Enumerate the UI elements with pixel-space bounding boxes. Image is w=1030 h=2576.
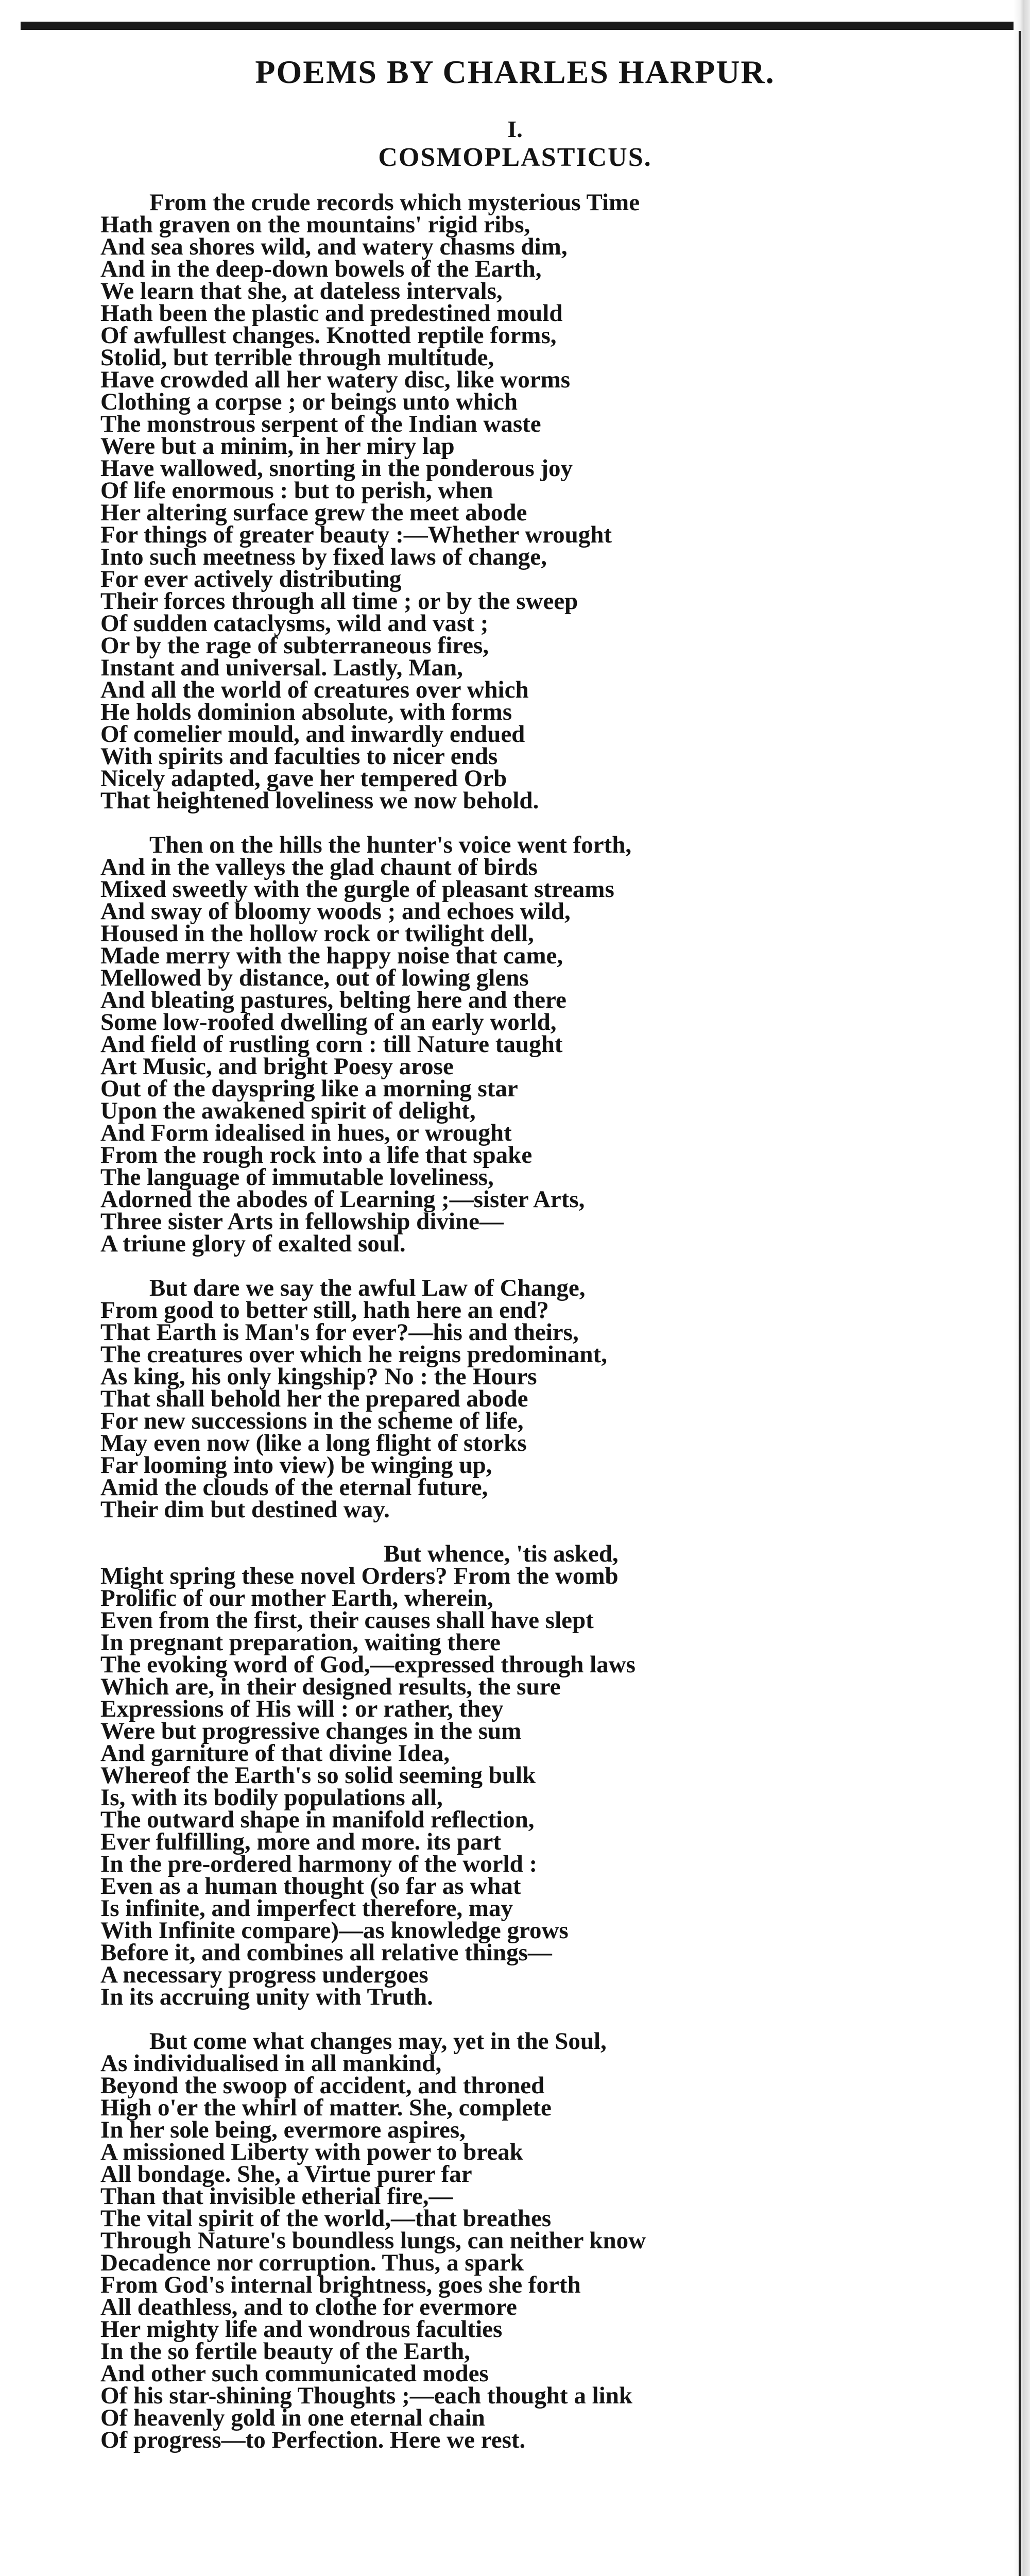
poem-line: And in the valleys the glad chaunt of birds bbox=[100, 854, 538, 880]
poem-line: Which are, in their designed results, the sure bbox=[100, 1673, 561, 1700]
poem-line: And other such communicated modes bbox=[100, 2360, 489, 2387]
poem-line: And all the world of creatures over which bbox=[100, 676, 529, 703]
poem-line: That heightened loveliness we now behold. bbox=[100, 787, 539, 814]
poem-line: But come what changes may, yet in the Soul, bbox=[149, 2028, 607, 2055]
article-header bbox=[62, 52, 968, 173]
poem-line: From the crude records which mysterious Time bbox=[149, 189, 640, 216]
poem-line: In the pre-ordered harmony of the world : bbox=[100, 1851, 538, 1877]
stanza bbox=[100, 189, 999, 814]
poem-line: Through Nature's boundless lungs, can neither know bbox=[100, 2227, 646, 2254]
poem-line: Nicely adapted, gave her tempered Orb bbox=[100, 765, 507, 792]
poem-line: From the rough rock into a life that spake bbox=[100, 1142, 533, 1168]
poem-line: May even now (like a long flight of storks bbox=[100, 1430, 527, 1456]
poem-line: Three sister Arts in fellowship divine— bbox=[100, 1208, 504, 1235]
poem-line: And bleating pastures, belting here and there bbox=[100, 987, 566, 1013]
poem-body bbox=[100, 189, 999, 2453]
poem-line: Of sudden cataclysms, wild and vast ; bbox=[100, 610, 489, 637]
poem-line: Of progress—to Perfection. Here we rest. bbox=[100, 2427, 526, 2453]
stanza bbox=[100, 1277, 999, 1521]
poem-line: The creatures over which he reigns predominant, bbox=[100, 1341, 607, 1368]
poem-line: Upon the awakened spirit of delight, bbox=[100, 1097, 476, 1124]
poem-line: He holds dominion absolute, with forms bbox=[100, 699, 512, 725]
poem-line: With spirits and faculties to nicer ends bbox=[100, 743, 498, 770]
poem-line: Prolific of our mother Earth, wherein, bbox=[100, 1585, 493, 1612]
poem-line: High o'er the whirl of matter. She, complete bbox=[100, 2094, 552, 2121]
poem-line: For new successions in the scheme of life, bbox=[100, 1408, 524, 1434]
poem-line: In her sole being, evermore aspires, bbox=[100, 2116, 466, 2143]
poem-line: Even from the first, their causes shall have slept bbox=[100, 1607, 594, 1634]
poem-line: Of comelier mould, and inwardly endued bbox=[100, 721, 525, 748]
poem-line: Their forces through all time ; or by the sweep bbox=[100, 588, 578, 615]
poem-line: Adorned the abodes of Learning ;—sister Arts, bbox=[100, 1186, 585, 1213]
poem-line: All bondage. She, a Virtue purer far bbox=[100, 2161, 472, 2188]
poem-line: With Infinite compare)—as knowledge grows bbox=[100, 1917, 569, 1944]
poem-line: Clothing a corpse ; or beings unto which bbox=[100, 388, 518, 415]
poem-line: The outward shape in manifold reflection, bbox=[100, 1806, 535, 1833]
poem-line: Hath graven on the mountains' rigid ribs, bbox=[100, 211, 530, 238]
poem-line: Is, with its bodily populations all, bbox=[100, 1784, 443, 1811]
poem-line: The vital spirit of the world,—that breathes bbox=[100, 2205, 552, 2232]
poem-line: And sea shores wild, and watery chasms dim, bbox=[100, 233, 568, 260]
poem-line: Or by the rage of subterraneous fires, bbox=[100, 632, 489, 659]
article-title: POEMS BY CHARLES HARPUR. bbox=[255, 54, 775, 90]
poem-line: Out of the dayspring like a morning star bbox=[100, 1075, 518, 1102]
poem-line: The evoking word of God,—expressed through laws bbox=[100, 1651, 636, 1678]
poem-line: That Earth is Man's for ever?—his and theirs, bbox=[100, 1319, 579, 1346]
poem-line: And in the deep-down bowels of the Earth, bbox=[100, 256, 542, 282]
top-rule bbox=[21, 22, 1030, 30]
poem-line: A necessary progress undergoes bbox=[100, 1961, 428, 1988]
poem-line: All deathless, and to clothe for evermore bbox=[100, 2294, 517, 2320]
poem-line: Stolid, but terrible through multitude, bbox=[100, 344, 494, 371]
poem-line: For ever actively distributing bbox=[100, 566, 402, 592]
poem-line: A triune glory of exalted soul. bbox=[100, 1230, 406, 1257]
poem-line: And garniture of that divine Idea, bbox=[100, 1740, 450, 1767]
poem-line: Ever fulfilling, more and more. its part bbox=[100, 1828, 502, 1855]
poem-line: Than that invisible etherial fire,— bbox=[100, 2183, 453, 2210]
poem-line: Is infinite, and imperfect therefore, may bbox=[100, 1895, 513, 1922]
poem-line: Of heavenly gold in one eternal chain bbox=[100, 2404, 485, 2431]
poem-line: Decadence nor corruption. Thus, a spark bbox=[100, 2249, 524, 2276]
poem-line: Of his star-shining Thoughts ;—each thought a link bbox=[100, 2382, 632, 2409]
poem-line: Were but a minim, in her miry lap bbox=[100, 433, 455, 460]
poem-line: Of awfullest changes. Knotted reptile forms, bbox=[100, 322, 557, 349]
poem-line: Hath been the plastic and predestined mould bbox=[100, 300, 563, 327]
poem-line: Have crowded all her watery disc, like worms bbox=[100, 366, 571, 393]
poem-line: And Form idealised in hues, or wrought bbox=[100, 1120, 512, 1146]
poem-line: Housed in the hollow rock or twilight dell, bbox=[100, 920, 534, 947]
poem-number: I. bbox=[507, 116, 523, 142]
poem-line: Expressions of His will : or rather, they bbox=[100, 1696, 504, 1722]
poem-line: Were but progressive changes in the sum bbox=[100, 1718, 522, 1744]
poem-line: A missioned Liberty with power to break bbox=[100, 2139, 523, 2165]
page-edge bbox=[1014, 0, 1030, 2576]
poem-line: Some low-roofed dwelling of an early world, bbox=[100, 1009, 557, 1036]
poem-line: Even as a human thought (so far as what bbox=[100, 1873, 521, 1900]
poem-line: Into such meetness by fixed laws of change, bbox=[100, 544, 547, 570]
poem-line: The language of immutable loveliness, bbox=[100, 1164, 494, 1191]
poem-line: As king, his only kingship? No : the Hours bbox=[100, 1363, 537, 1390]
poem-line: Might spring these novel Orders? From the womb bbox=[100, 1563, 619, 1589]
poem-line: And field of rustling corn : till Nature taught bbox=[100, 1031, 563, 1058]
poem-line: Made merry with the happy noise that came, bbox=[100, 942, 563, 969]
poem-line: In its accruing unity with Truth. bbox=[100, 1984, 433, 2010]
poem-line: That shall behold her the prepared abode bbox=[100, 1385, 528, 1412]
poem-line: For things of greater beauty :—Whether wrought bbox=[100, 521, 612, 548]
poem-line: From God's internal brightness, goes she forth bbox=[100, 2272, 581, 2298]
poem-line: Beyond the swoop of accident, and throned bbox=[100, 2072, 545, 2099]
poem-line: Mixed sweetly with the gurgle of pleasant streams bbox=[100, 876, 614, 903]
poem-line: Mellowed by distance, out of lowing glens bbox=[100, 964, 529, 991]
poem-line: But dare we say the awful Law of Change, bbox=[149, 1275, 586, 1301]
poem-line: We learn that she, at dateless intervals, bbox=[100, 278, 503, 304]
stanza bbox=[100, 1540, 999, 2010]
poem-line: Art Music, and bright Poesy arose bbox=[100, 1053, 454, 1080]
column-rule bbox=[1019, 31, 1021, 2576]
poem-line: Of life enormous : but to perish, when bbox=[100, 477, 493, 504]
poem-line: Whereof the Earth's so solid seeming bulk bbox=[100, 1762, 536, 1789]
poem-line: From good to better still, hath here an end? bbox=[100, 1297, 549, 1324]
poem-line: In the so fertile beauty of the Earth, bbox=[100, 2338, 470, 2365]
poem-line: Their dim but destined way. bbox=[100, 1496, 390, 1523]
poem-line: In pregnant preparation, waiting there bbox=[100, 1629, 501, 1656]
poem-line: And sway of bloomy woods ; and echoes wild, bbox=[100, 898, 571, 925]
poem-line: Have wallowed, snorting in the ponderous joy bbox=[100, 455, 573, 482]
poem-line: Instant and universal. Lastly, Man, bbox=[100, 654, 463, 681]
poem-line: Her mighty life and wondrous faculties bbox=[100, 2316, 503, 2343]
stanza bbox=[100, 2030, 999, 2451]
poem-line: Then on the hills the hunter's voice went forth, bbox=[149, 832, 632, 858]
poem-line: Before it, and combines all relative things— bbox=[100, 1939, 552, 1966]
poem-line: As individualised in all mankind, bbox=[100, 2050, 442, 2077]
poem-title: COSMOPLASTICUS. bbox=[378, 143, 652, 172]
poem-line: The monstrous serpent of the Indian waste bbox=[100, 411, 541, 437]
poem-line: But whence, 'tis asked, bbox=[384, 1540, 619, 1567]
stanza bbox=[100, 834, 999, 1255]
poem-line: Far looming into view) be winging up, bbox=[100, 1452, 492, 1479]
poem-line: Amid the clouds of the eternal future, bbox=[100, 1474, 488, 1501]
poem-line: Her altering surface grew the meet abode bbox=[100, 499, 527, 526]
